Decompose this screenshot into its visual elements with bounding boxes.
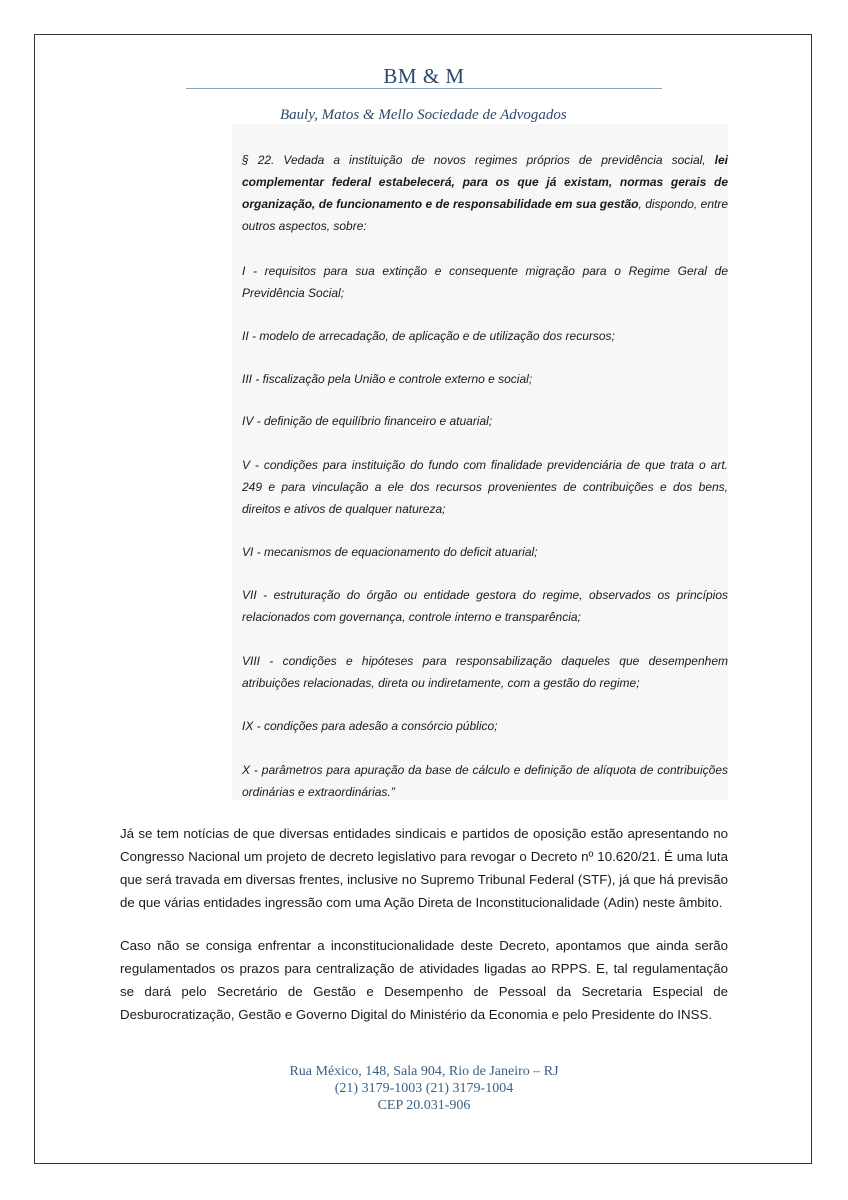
quote-bold-text: lei complementar federal estabelecerá, para os que já existam, normas gerais de organização, de funcionamento e de responsabilidade em sua gestão [242, 153, 728, 211]
firm-name: Bauly, Matos & Mello Sociedade de Advogados [280, 107, 567, 123]
body-paragraph-2: Caso não se consiga enfrentar a inconstitucionalidade deste Decreto, apontamos que ainda serão regulamentados os prazos para centralização de atividades ligadas ao RPPS. E, tal regulamentação se dará pelo Secretário de Gestão e Desempenho de Pessoal da Secretaria Especial de Desburocratização, Gestão e Governo Digital do Ministério da Economia e pelo Presidente do INSS. [120, 938, 728, 1022]
quote-item-x: X - parâmetros para apuração da base de cálculo e definição de alíquota de contribuições ordinárias e extraordinárias.” [242, 763, 728, 799]
quote-item-i: I - requisitos para sua extinção e consequente migração para o Regime Geral de Previdência Social; [242, 264, 728, 300]
quote-item-vii: VII - estruturação do órgão ou entidade gestora do regime, observados os princípios relacionados com governança, controle interno e transparência; [242, 588, 728, 624]
brand-logo-text: BM & M [383, 64, 465, 88]
quote-item-ii: II - modelo de arrecadação, de aplicação e de utilização dos recursos; [242, 329, 615, 343]
quote-item-iii: III - fiscalização pela União e controle externo e social; [242, 372, 533, 386]
footer-phones: (21) 3179-1003 (21) 3179-1004 [334, 1081, 514, 1096]
quote-paragraph-22: § 22. Vedada a instituição de novos regimes próprios de previdência social, lei complementar federal estabelecerá, para os que já existam, normas gerais de organização, de funcionamento e de responsabilidade em sua gestão, dispondo, entre outros aspectos, sobre: [242, 153, 728, 233]
quote-item-v: V - condições para instituição do fundo com finalidade previdenciária de que trata o art. 249 e para vinculação a ele dos recursos provenientes de contribuições e dos bens, direitos e ativos de qualquer natureza; [242, 458, 728, 516]
header-divider [186, 88, 662, 89]
footer-cep: CEP 20.031-906 [377, 1098, 471, 1113]
quote-item-ix: IX - condições para adesão a consórcio público; [242, 719, 498, 733]
body-paragraph-1: Já se tem notícias de que diversas entidades sindicais e partidos de oposição estão apresentando no Congresso Nacional um projeto de decreto legislativo para revogar o Decreto nº 10.620/21. É uma luta que será travada em diversas frentes, inclusive no Supremo Tribunal Federal (STF), já que há previsão de que várias entidades ingressão com uma Ação Direta de Inconstitucionalidade (Adin) neste âmbito. [120, 826, 728, 910]
quote-item-iv: IV - definição de equilíbrio financeiro e atuarial; [242, 414, 493, 428]
quote-item-vi: VI - mecanismos de equacionamento do deficit atuarial; [242, 545, 538, 559]
footer-address: Rua México, 148, Sala 904, Rio de Janeiro – RJ [289, 1064, 559, 1079]
quote-item-viii: VIII - condições e hipóteses para responsabilização daqueles que desempenhem atribuições relacionadas, direta ou indiretamente, com a gestão do regime; [242, 654, 728, 690]
